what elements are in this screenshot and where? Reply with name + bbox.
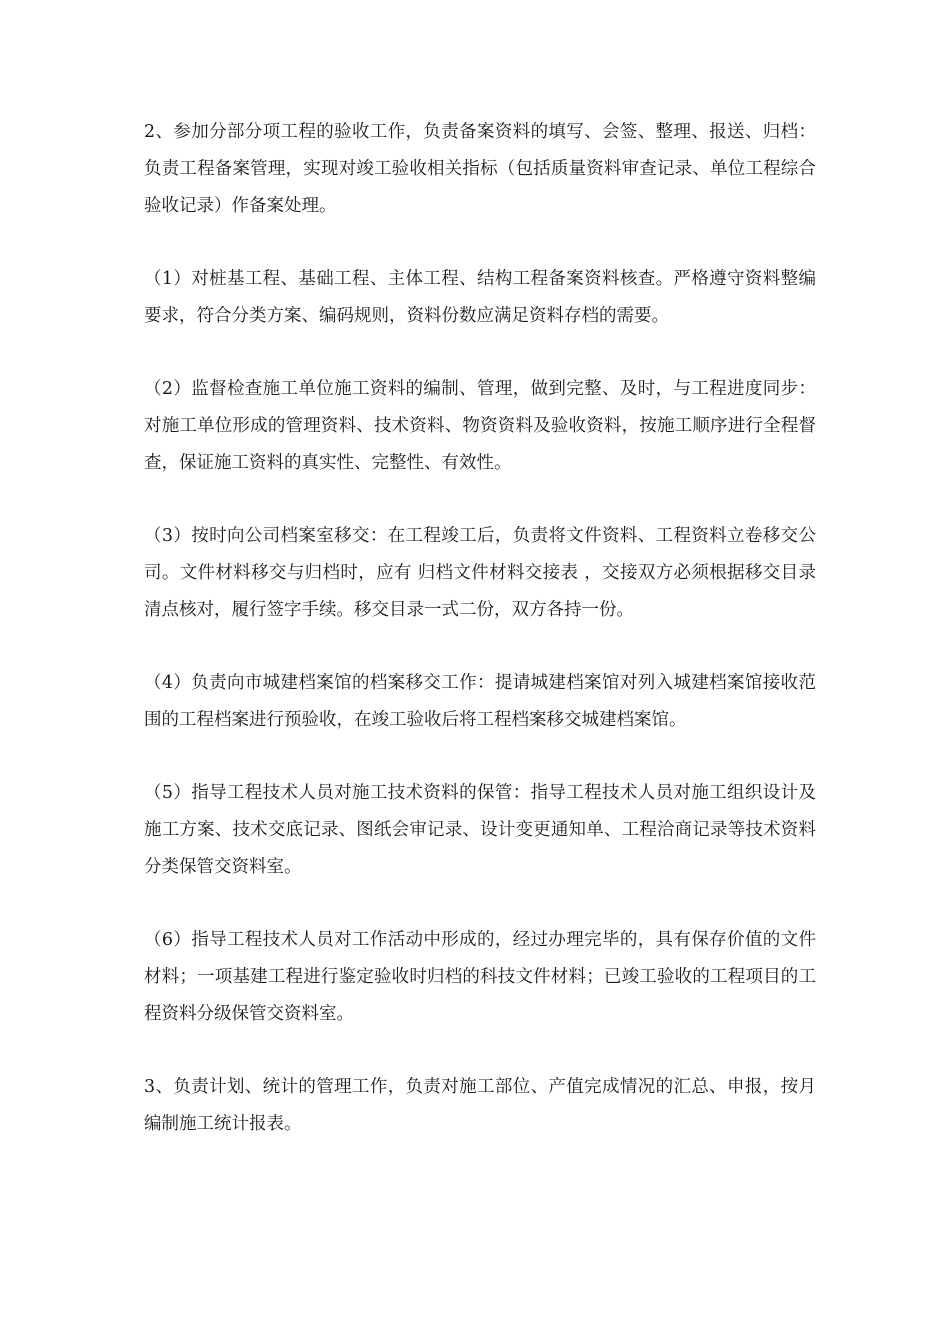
document-body (144, 114, 816, 1179)
paragraph-subitem-3: （3）按时向公司档案室移交：在工程竣工后，负责将文件资料、工程资料立卷移交公司。文件材料移交与归档时，应有 归档文件材料交接表 ，交接双方必须根据移交目录清点核对，履行签字手续。移交目录一式二份，双方各持一份。 (144, 526, 816, 620)
paragraph-item-3: 3、负责计划、统计的管理工作，负责对施工部位、产值完成情况的汇总、申报，按月编制施工统计报表。 (144, 1077, 816, 1134)
paragraph-subitem-2: （2）监督检查施工单位施工资料的编制、管理，做到完整、及时，与工程进度同步：对施工单位形成的管理资料、技术资料、物资资料及验收资料，按施工顺序进行全程督查，保证施工资料的真实性、完整性、有效性。 (144, 379, 816, 473)
paragraph-subitem-1: （1）对桩基工程、基础工程、主体工程、结构工程备案资料核查。严格遵守资料整编要求，符合分类方案、编码规则，资料份数应满足资料存档的需要。 (144, 269, 816, 326)
paragraph-subitem-5: （5）指导工程技术人员对施工技术资料的保管：指导工程技术人员对施工组织设计及施工方案、技术交底记录、图纸会审记录、设计变更通知单、工程洽商记录等技术资料分类保管交资料室。 (144, 783, 816, 877)
paragraph-subitem-6: （6）指导工程技术人员对工作活动中形成的，经过办理完毕的，具有保存价值的文件材料；一项基建工程进行鉴定验收时归档的科技文件材料；已竣工验收的工程项目的工程资料分级保管交资料室。 (144, 930, 816, 1024)
paragraph-item-2: 2、参加分部分项工程的验收工作，负责备案资料的填写、会签、整理、报送、归档：负责工程备案管理，实现对竣工验收相关指标（包括质量资料审查记录、单位工程综合验收记录）作备案处理。 (144, 122, 816, 216)
paragraph-subitem-4: （4）负责向市城建档案馆的档案移交工作：提请城建档案馆对列入城建档案馆接收范围的工程档案进行预验收，在竣工验收后将工程档案移交城建档案馆。 (144, 673, 816, 730)
